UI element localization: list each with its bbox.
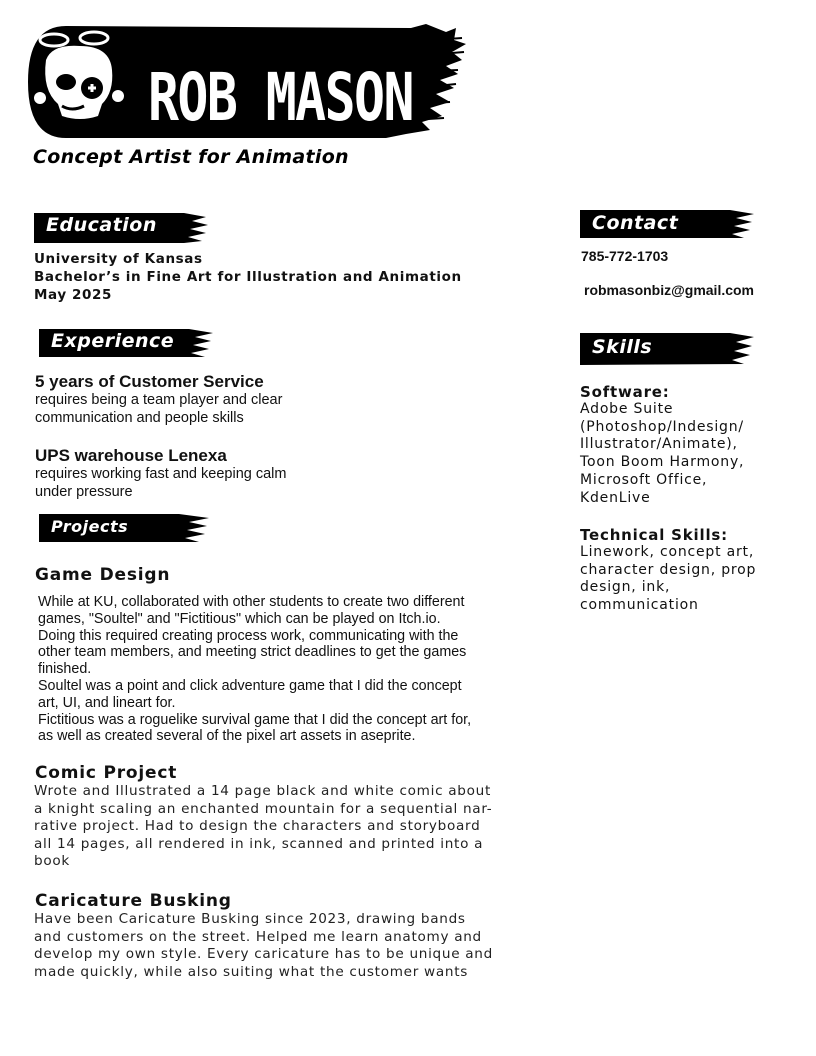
software-list — [580, 401, 744, 507]
game-design-line: games, "Soultel" and "Fictitious" which can be played on Itch.io. — [38, 610, 441, 627]
project-caricature-body — [34, 911, 514, 981]
game-design-line: Fictitious was a roguelike survival game that I did the concept art for, — [38, 711, 472, 728]
experience-desc-2-line-2: under pressure — [35, 484, 133, 500]
technical-line: character design, prop — [580, 561, 757, 578]
skills-heading-badge — [580, 331, 756, 365]
game-design-line: as well as created several of the pixel art assets in aseprite. — [38, 728, 416, 745]
caricature-line: develop my own style. Every caricature has to be unique and — [34, 946, 493, 963]
software-line: Adobe Suite — [580, 401, 674, 417]
comic-line: Wrote and Illustrated a 14 page black and white comic about — [34, 783, 491, 799]
contact-phone: 785-772-1703 — [581, 248, 669, 264]
project-title-comic: Comic Project — [35, 763, 178, 783]
technical-line: Linework, concept art, — [580, 544, 755, 560]
education-heading-badge — [34, 211, 210, 245]
game-design-line: art, UI, and lineart for. — [38, 694, 176, 711]
name-banner — [26, 22, 466, 142]
technical-skills-list — [580, 544, 756, 615]
contact-heading-badge — [580, 209, 756, 243]
project-comic-body — [34, 783, 514, 871]
technical-line: communication — [580, 597, 699, 614]
game-design-line: finished. — [38, 661, 92, 678]
comic-line: a knight scaling an enchanted mountain for a sequential nar- — [34, 800, 493, 817]
projects-heading-badge — [39, 513, 211, 547]
contact-heading: Contact — [592, 212, 679, 234]
game-design-line: other team members, and meeting strict deadlines to get the games — [38, 644, 467, 661]
experience-desc-1-line-1: requires being a team player and clear — [35, 392, 283, 408]
technical-skills-heading: Technical Skills: — [580, 526, 728, 544]
caricature-line: and customers on the street. Helped me learn anatomy and — [34, 928, 482, 945]
software-line: (Photoshop/Indesign/ — [580, 418, 744, 435]
software-line: KdenLive — [580, 489, 651, 506]
software-heading: Software: — [580, 383, 670, 401]
project-title-game-design: Game Design — [35, 565, 171, 585]
experience-desc-1-line-2: communication and people skills — [35, 410, 244, 426]
projects-heading: Projects — [51, 517, 129, 536]
education-degree: Bachelor’s in Fine Art for Illustration and Animation — [34, 269, 462, 285]
software-line: Illustrator/Animate), — [580, 436, 738, 453]
software-line: Microsoft Office, — [580, 471, 708, 488]
skull-logo-icon — [32, 30, 128, 130]
experience-desc-2-line-1: requires working fast and keeping calm — [35, 466, 287, 482]
education-date: May 2025 — [34, 287, 113, 303]
project-title-caricature: Caricature Busking — [35, 891, 232, 911]
project-game-design-body — [38, 594, 518, 745]
skills-heading: Skills — [592, 336, 653, 358]
education-school: University of Kansas — [34, 251, 203, 267]
comic-line: rative project. Had to design the characters and storyboard — [34, 818, 481, 835]
game-design-line: Soultel was a point and click adventure game that I did the concept — [38, 677, 462, 694]
name-title: ROB MASON — [148, 59, 413, 136]
experience-title-2: UPS warehouse Lenexa — [35, 446, 227, 465]
comic-line: book — [34, 853, 70, 870]
experience-title-1: 5 years of Customer Service — [35, 372, 264, 391]
comic-line: all 14 pages, all rendered in ink, scanned and printed into a — [34, 835, 484, 852]
contact-email: robmasonbiz@gmail.com — [584, 282, 755, 298]
education-heading: Education — [46, 214, 157, 236]
caricature-line: Have been Caricature Busking since 2023, drawing bands — [34, 911, 466, 927]
job-subtitle: Concept Artist for Animation — [33, 146, 349, 168]
technical-line: design, ink, — [580, 579, 671, 596]
software-line: Toon Boom Harmony, — [580, 454, 745, 471]
game-design-line: While at KU, collaborated with other students to create two different — [38, 594, 465, 610]
caricature-line: made quickly, while also suiting what the customer wants — [34, 963, 469, 980]
experience-heading-badge — [39, 327, 215, 361]
game-design-line: Doing this required creating process work, communicating with the — [38, 627, 459, 644]
experience-heading: Experience — [51, 330, 175, 352]
